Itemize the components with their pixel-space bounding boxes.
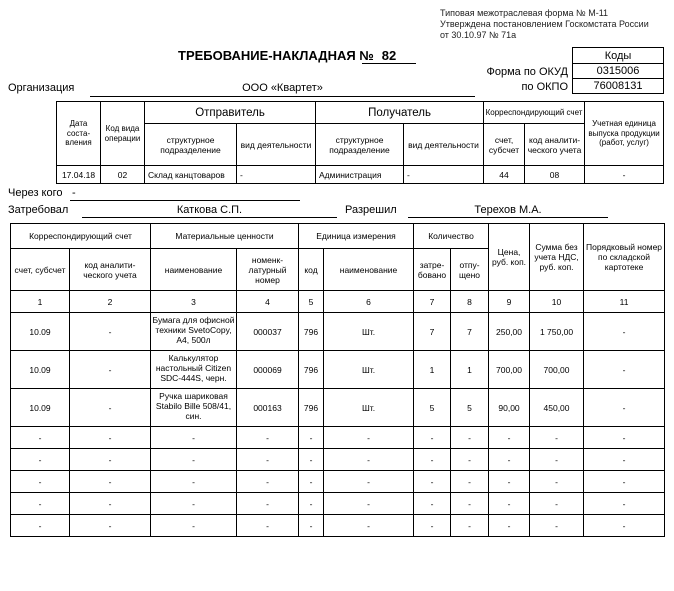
- card-number-cell[interactable]: -: [584, 515, 665, 537]
- nomenclature-cell[interactable]: -: [237, 515, 299, 537]
- code-subheader: код: [299, 249, 324, 291]
- unit-name-cell[interactable]: -: [324, 471, 414, 493]
- price-cell[interactable]: 90,00: [489, 389, 530, 427]
- unit-name-cell[interactable]: -: [324, 515, 414, 537]
- requested-cell[interactable]: -: [414, 493, 451, 515]
- col-number: 1: [11, 291, 70, 313]
- through-label: Через кого: [8, 187, 63, 199]
- sender-activity-value[interactable]: -: [237, 166, 316, 184]
- column-numbers-row: [11, 291, 665, 313]
- table-row: [11, 449, 665, 471]
- unit-code-cell[interactable]: -: [299, 427, 324, 449]
- account-cell[interactable]: 10.09: [11, 313, 70, 351]
- unit-name-cell[interactable]: -: [324, 427, 414, 449]
- unit-name-cell[interactable]: -: [324, 493, 414, 515]
- analytic-cell[interactable]: -: [70, 351, 151, 389]
- nomenclature-cell[interactable]: 000069: [237, 351, 299, 389]
- unit-name-cell[interactable]: -: [324, 449, 414, 471]
- account-cell[interactable]: -: [11, 449, 70, 471]
- price-cell[interactable]: -: [489, 471, 530, 493]
- item-name-cell[interactable]: -: [151, 515, 237, 537]
- released-cell[interactable]: -: [451, 449, 489, 471]
- col-number: 9: [489, 291, 530, 313]
- sum-cell[interactable]: -: [530, 427, 584, 449]
- col-number: 7: [414, 291, 451, 313]
- unit-code-cell[interactable]: 796: [299, 389, 324, 427]
- col-op-code-header: Код вида операции: [101, 102, 145, 166]
- requested-cell[interactable]: 1: [414, 351, 451, 389]
- col-number: 11: [584, 291, 665, 313]
- unit-name-cell[interactable]: Шт.: [324, 389, 414, 427]
- analytic-subheader: код аналити-ческого учета: [70, 249, 151, 291]
- form-reference: [440, 8, 670, 41]
- item-name-cell[interactable]: -: [151, 471, 237, 493]
- col-number: 2: [70, 291, 151, 313]
- receiver-activity-header: вид деятельности: [404, 124, 484, 166]
- table-row: [11, 471, 665, 493]
- okpo-value[interactable]: 76008131: [573, 79, 664, 94]
- released-cell[interactable]: -: [451, 471, 489, 493]
- top-table: [56, 101, 664, 184]
- col-number: 8: [451, 291, 489, 313]
- account-cell[interactable]: -: [11, 493, 70, 515]
- col-number: 5: [299, 291, 324, 313]
- sum-cell[interactable]: 1 750,00: [530, 313, 584, 351]
- released-cell[interactable]: 5: [451, 389, 489, 427]
- released-subheader: отпу-щено: [451, 249, 489, 291]
- item-name-cell[interactable]: -: [151, 493, 237, 515]
- unit-code-cell[interactable]: 796: [299, 313, 324, 351]
- analytic-code-header: код аналити-ческого учета: [525, 124, 585, 166]
- nomenclature-subheader: номенк-латурный номер: [237, 249, 299, 291]
- analytic-cell[interactable]: -: [70, 427, 151, 449]
- unit-code-cell[interactable]: -: [299, 449, 324, 471]
- item-name-cell[interactable]: -: [151, 427, 237, 449]
- released-cell[interactable]: -: [451, 493, 489, 515]
- sum-cell[interactable]: -: [530, 515, 584, 537]
- unit-name-cell[interactable]: Шт.: [324, 351, 414, 389]
- item-rows: [11, 313, 665, 537]
- analytic-cell[interactable]: -: [70, 515, 151, 537]
- sum-cell[interactable]: -: [530, 471, 584, 493]
- requested-subheader: затре-бовано: [414, 249, 451, 291]
- form-reference-line2: Утверждена постановлением Госкомстата России: [440, 19, 649, 29]
- price-cell[interactable]: -: [489, 515, 530, 537]
- requested-cell[interactable]: -: [414, 515, 451, 537]
- account-cell[interactable]: -: [11, 515, 70, 537]
- released-cell[interactable]: -: [451, 515, 489, 537]
- sender-division-header: структурное подразделение: [145, 124, 237, 166]
- price-cell[interactable]: -: [489, 427, 530, 449]
- nomenclature-cell[interactable]: -: [237, 493, 299, 515]
- op-code-value[interactable]: 02: [101, 166, 145, 184]
- organization-label: Организация: [8, 82, 75, 94]
- account-header: счет, субсчет: [484, 124, 525, 166]
- materials-group-header: Материальные ценности: [151, 224, 299, 249]
- table-row: [11, 313, 665, 351]
- table-row: [11, 351, 665, 389]
- materials-table: [10, 223, 665, 537]
- codes-table: [572, 47, 664, 94]
- account-cell[interactable]: 10.09: [11, 389, 70, 427]
- card-number-cell[interactable]: -: [584, 427, 665, 449]
- codes-header: Коды: [573, 48, 664, 64]
- unit-name-subheader: наименование: [324, 249, 414, 291]
- unit-code-cell[interactable]: -: [299, 493, 324, 515]
- analytic-cell[interactable]: -: [70, 389, 151, 427]
- sum-header: Сумма без учета НДС, руб. коп.: [530, 224, 584, 291]
- sum-cell[interactable]: 450,00: [530, 389, 584, 427]
- account-cell[interactable]: 10.09: [11, 351, 70, 389]
- receiver-division-value[interactable]: Администрация: [316, 166, 404, 184]
- name-subheader: наименование: [151, 249, 237, 291]
- price-cell[interactable]: 700,00: [489, 351, 530, 389]
- allowed-label: Разрешил: [345, 204, 397, 216]
- analytic-code-value[interactable]: 08: [525, 166, 585, 184]
- released-cell[interactable]: 7: [451, 313, 489, 351]
- item-name-cell[interactable]: Калькулятор настольный Citizen SDC-444S, черн.: [151, 351, 237, 389]
- document-number[interactable]: 82: [381, 48, 397, 63]
- account-subheader: счет, субсчет: [11, 249, 70, 291]
- form-reference-line3: от 30.10.97 № 71а: [440, 30, 517, 40]
- card-number-cell[interactable]: -: [584, 389, 665, 427]
- col-number: 4: [237, 291, 299, 313]
- unit-code-cell[interactable]: 796: [299, 351, 324, 389]
- unit-name-cell[interactable]: Шт.: [324, 313, 414, 351]
- price-header: Цена, руб. коп.: [489, 224, 530, 291]
- unit-code-cell[interactable]: -: [299, 471, 324, 493]
- card-number-header: Порядковый номер по складской картотеке: [584, 224, 665, 291]
- sum-cell[interactable]: 700,00: [530, 351, 584, 389]
- nomenclature-cell[interactable]: 000037: [237, 313, 299, 351]
- card-number-cell[interactable]: -: [584, 313, 665, 351]
- requested-cell[interactable]: -: [414, 449, 451, 471]
- table-row: [11, 493, 665, 515]
- col-date-header: Дата соста-вления: [57, 102, 101, 166]
- account-cell[interactable]: -: [11, 427, 70, 449]
- table-row: [11, 427, 665, 449]
- sum-cell[interactable]: -: [530, 493, 584, 515]
- sender-header: Отправитель: [145, 102, 316, 124]
- organization-value[interactable]: ООО «Квартет»: [242, 82, 323, 94]
- accounting-unit-value[interactable]: -: [585, 166, 664, 184]
- price-cell[interactable]: -: [489, 449, 530, 471]
- through-value[interactable]: -: [72, 187, 76, 199]
- requested-cell[interactable]: -: [414, 471, 451, 493]
- account-value[interactable]: 44: [484, 166, 525, 184]
- col-number: 3: [151, 291, 237, 313]
- sender-division-value[interactable]: Склад канцтоваров: [145, 166, 237, 184]
- card-number-cell[interactable]: -: [584, 471, 665, 493]
- form-reference-line1: Типовая межотраслевая форма № М-11: [440, 8, 609, 18]
- quantity-group-header: Количество: [414, 224, 489, 249]
- okud-value[interactable]: 0315006: [573, 64, 664, 79]
- nomenclature-cell[interactable]: 000163: [237, 389, 299, 427]
- requested-cell[interactable]: -: [414, 427, 451, 449]
- analytic-cell[interactable]: -: [70, 493, 151, 515]
- accounting-unit-header: Учетная единица выпуска продукции (работ, услуг): [585, 102, 664, 166]
- requested-label: Затребовал: [8, 204, 69, 216]
- sum-cell[interactable]: -: [530, 449, 584, 471]
- account-cell[interactable]: -: [11, 471, 70, 493]
- table-row: [11, 389, 665, 427]
- unit-code-cell[interactable]: -: [299, 515, 324, 537]
- okud-label: Форма по ОКУД: [486, 66, 568, 78]
- released-cell[interactable]: -: [451, 427, 489, 449]
- price-cell[interactable]: 250,00: [489, 313, 530, 351]
- receiver-header: Получатель: [316, 102, 484, 124]
- col-number: 10: [530, 291, 584, 313]
- date-value[interactable]: 17.04.18: [57, 166, 101, 184]
- item-name-cell[interactable]: Ручка шариковая Stabilo Bille 508/41, син.: [151, 389, 237, 427]
- analytic-cell[interactable]: -: [70, 471, 151, 493]
- col-number: 6: [324, 291, 414, 313]
- card-number-cell[interactable]: -: [584, 449, 665, 471]
- table-row: [11, 515, 665, 537]
- document-title: ТРЕБОВАНИЕ-НАКЛАДНАЯ №: [178, 48, 374, 63]
- nomenclature-cell[interactable]: -: [237, 449, 299, 471]
- corr-account-group-header: Корреспондирующий счет: [11, 224, 151, 249]
- card-number-cell[interactable]: -: [584, 493, 665, 515]
- price-cell[interactable]: -: [489, 493, 530, 515]
- requested-cell[interactable]: 5: [414, 389, 451, 427]
- allowed-value[interactable]: Терехов М.А.: [474, 204, 542, 216]
- corr-account-header: Корреспондирующий счет: [484, 102, 585, 124]
- nomenclature-cell[interactable]: -: [237, 427, 299, 449]
- item-name-cell[interactable]: -: [151, 449, 237, 471]
- item-name-cell[interactable]: Бумага для офисной техники SvetoCopy, A4, 500л: [151, 313, 237, 351]
- unit-group-header: Единица измерения: [299, 224, 414, 249]
- nomenclature-cell[interactable]: -: [237, 471, 299, 493]
- released-cell[interactable]: 1: [451, 351, 489, 389]
- requested-cell[interactable]: 7: [414, 313, 451, 351]
- requested-value[interactable]: Каткова С.П.: [176, 204, 243, 216]
- card-number-cell[interactable]: -: [584, 351, 665, 389]
- okpo-label: по ОКПО: [521, 81, 568, 93]
- analytic-cell[interactable]: -: [70, 313, 151, 351]
- sender-activity-header: вид деятельности: [237, 124, 316, 166]
- receiver-activity-value[interactable]: -: [404, 166, 484, 184]
- receiver-division-header: структурное подразделение: [316, 124, 404, 166]
- analytic-cell[interactable]: -: [70, 449, 151, 471]
